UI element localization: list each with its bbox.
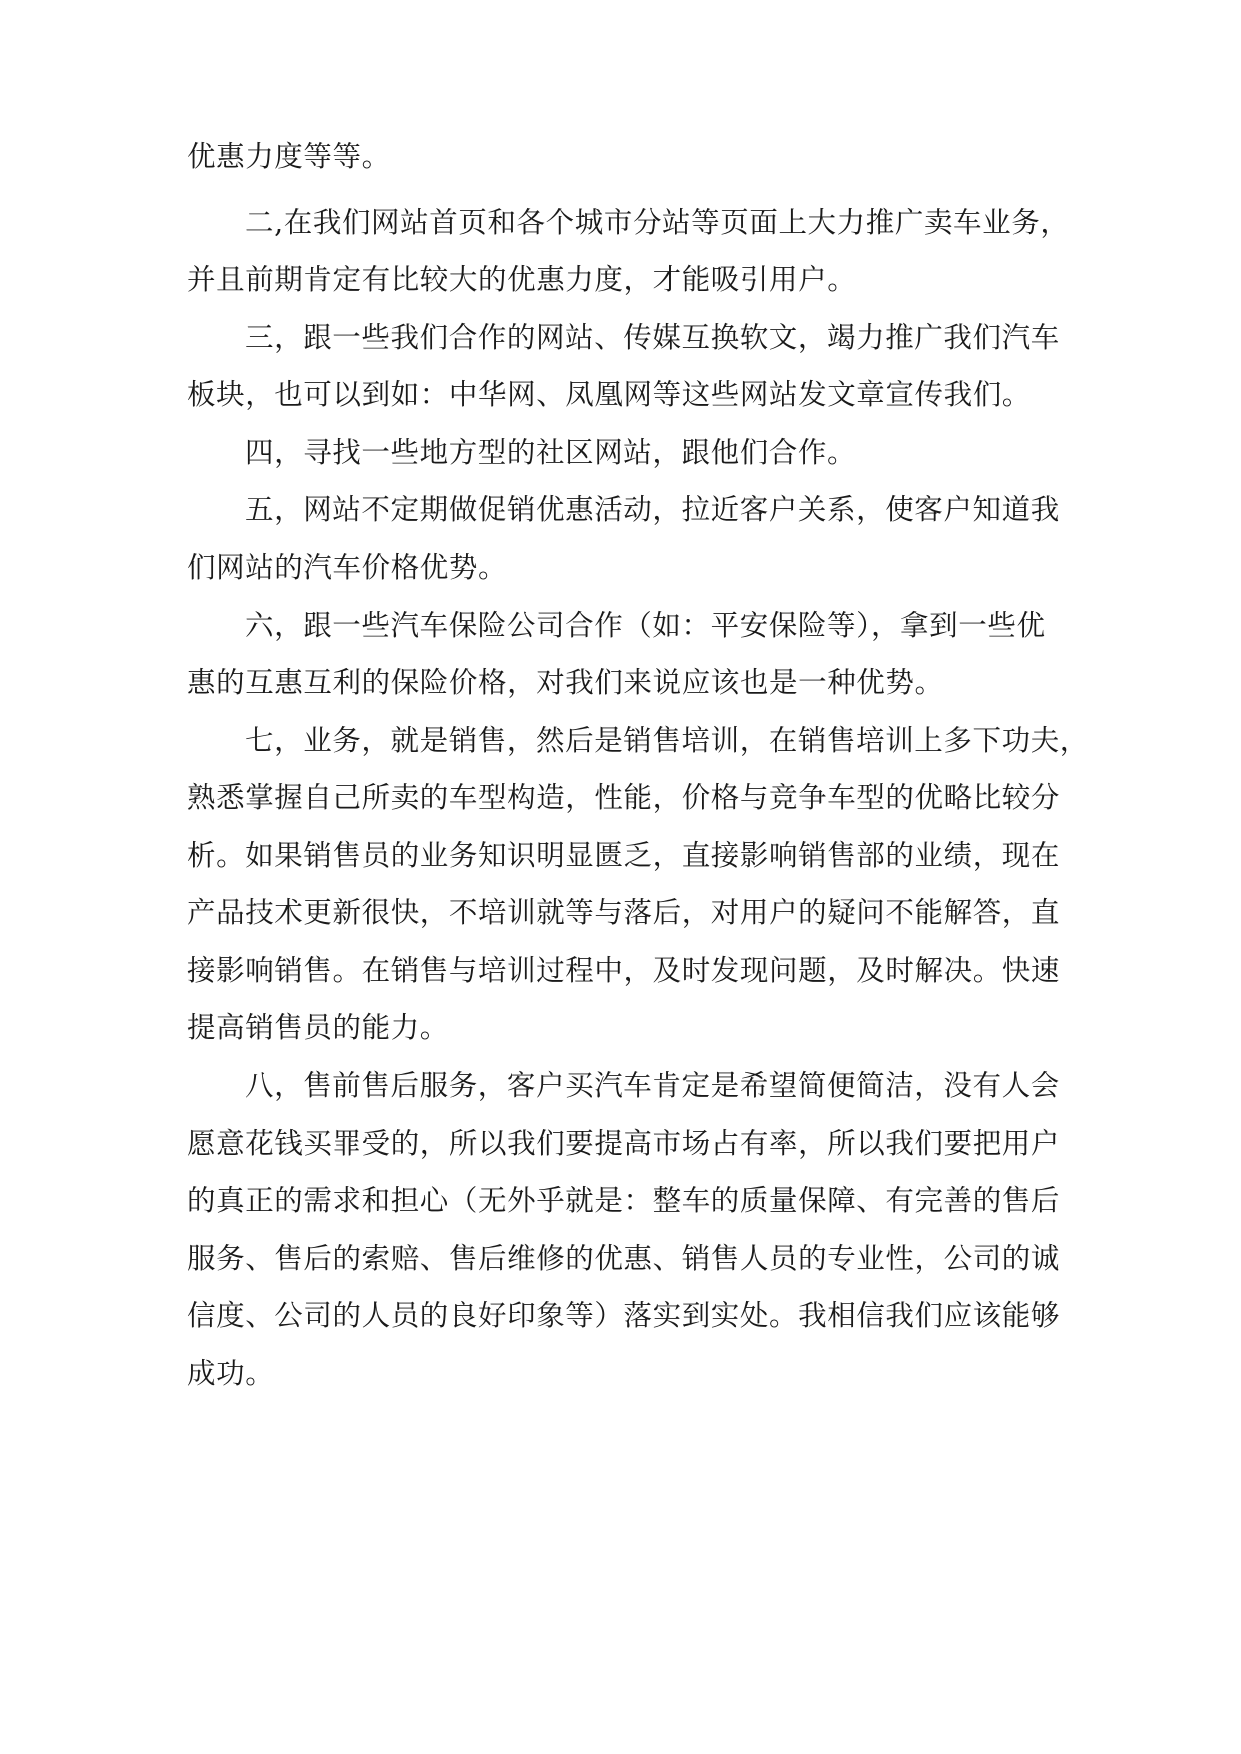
paragraph-3-line-1: 三，跟一些我们合作的网站、传媒互换软文，竭力推广我们汽车 [245, 321, 1060, 354]
text-line: 并且前期肯定有比较大的优惠力度，才能吸引用户。 [187, 263, 857, 296]
text-line: 接影响销售。在销售与培训过程中，及时发现问题，及时解决。快速 [187, 954, 1061, 987]
text-line: 们网站的汽车价格优势。 [187, 551, 508, 584]
paragraph-8-line-1: 八，售前售后服务，客户买汽车肯定是希望简便简洁，没有人会 [245, 1069, 1060, 1102]
text-line: 板块，也可以到如：中华网、凤凰网等这些网站发文章宣传我们。 [187, 378, 1031, 411]
paragraph-6-line-1: 六，跟一些汽车保险公司合作（如：平安保险等），拿到一些优 [245, 609, 1046, 642]
text-line: 信度、公司的人员的良好印象等）落实到实处。我相信我们应该能够 [187, 1299, 1061, 1332]
text-line: 提高销售员的能力。 [187, 1011, 449, 1044]
text-line: 成功。 [187, 1357, 275, 1390]
paragraph-7-line-1: 七，业务，就是销售，然后是销售培训，在销售培训上多下功夫， [245, 724, 1089, 757]
text-line: 惠的互惠互利的保险价格，对我们来说应该也是一种优势。 [187, 666, 944, 699]
paragraph-5-line-1: 五，网站不定期做促销优惠活动，拉近客户关系，使客户知道我 [245, 493, 1060, 526]
text-line: 服务、售后的索赔、售后维修的优惠、销售人员的专业性，公司的诚 [187, 1242, 1061, 1275]
text-line: 优惠力度等等。 [187, 140, 391, 173]
text-line: 的真正的需求和担心（无外乎就是：整车的质量保障、有完善的售后 [187, 1184, 1061, 1217]
text-line: 熟悉掌握自己所卖的车型构造，性能，价格与竞争车型的优略比较分 [187, 781, 1061, 814]
paragraph-2-line-1: 二,在我们网站首页和各个城市分站等页面上大力推广卖车业务， [245, 206, 1070, 239]
paragraph-4-line-1: 四，寻找一些地方型的社区网站，跟他们合作。 [245, 436, 857, 469]
text-line: 产品技术更新很快，不培训就等与落后，对用户的疑问不能解答，直 [187, 896, 1061, 929]
text-line: 愿意花钱买罪受的，所以我们要提高市场占有率，所以我们要把用户 [187, 1127, 1061, 1160]
text-line: 析。如果销售员的业务知识明显匮乏，直接影响销售部的业绩，现在 [187, 839, 1061, 872]
